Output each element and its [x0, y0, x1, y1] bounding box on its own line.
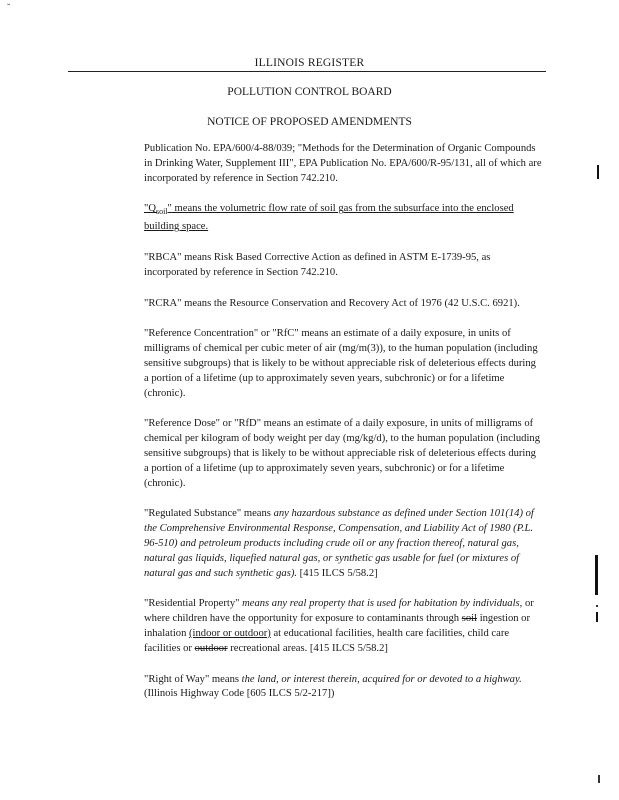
- residential-mid3: at educational facilities, health care facilities, child care facilities or: [144, 628, 510, 654]
- register-title: ILLINOIS REGISTER: [254, 57, 365, 69]
- page-corner-mark: ˘: [7, 3, 11, 14]
- paragraph-right-of-way: [144, 673, 542, 703]
- paragraph-reference-concentration: "Reference Concentration" or "RfC" means an estimate of a daily exposure, in units of milligrams of chemical per cubic meter of air (mg/m(3)), to the human population (including sensitive subgroups) that is likely to be without appreciable risk of deleterious effects during a portion of a lifetime (up to approximately seven years, subchronic) or for a lifetime (chronic).: [144, 328, 538, 399]
- q-soil-definition: [144, 203, 514, 232]
- margin-bar-residential: [596, 612, 598, 622]
- paragraph-rcra: "RCRA" means the Resource Conservation and Recovery Act of 1976 (42 U.S.C. 6921).: [144, 297, 520, 309]
- margin-dot-bottom: [598, 775, 600, 783]
- paragraph-publication: Publication No. EPA/600/4-88/039; "Methods for the Determination of Organic Compounds in Drinking Water, Supplement III", EPA Publication No. EPA/600/R-95/131, all of which are incorporated by reference in Section 742.210.: [144, 143, 542, 184]
- regulated-italic: any hazardous substance as defined under Section 101(14) of the Comprehensive Environmental Response, Compensation, and Liability Act of 1980 (P.L. 96-510) and petroleum products including crude oil or any fraction thereof, natural gas, natural gas liquids, liquefied natural gas, or synthetic gas usable for fuel (or mixtures of natural gas and such synthetic gas).: [144, 508, 534, 579]
- row-tail: (Illinois Highway Code [605 ILCS 5/2-217]): [144, 688, 335, 700]
- body-text: [144, 142, 542, 718]
- regulated-lead: "Regulated Substance" means: [144, 508, 274, 520]
- q-open: "Q: [144, 203, 156, 215]
- regulated-cite: [415 ILCS 5/58.2]: [297, 567, 378, 579]
- margin-mark-top: [597, 165, 599, 179]
- margin-bar-regulated: [595, 555, 598, 595]
- paragraph-reference-dose: "Reference Dose" or "RfD" means an estimate of a daily exposure, in units of milligrams of chemical per kilogram of body weight per day (mg/kg/d), to the human population (including sensitive subgroups) that is likely to be without appreciable risk of deleterious effects during a portion of a lifetime (up to approximately seven years, subchronic) or for a lifetime (chronic).: [144, 418, 540, 489]
- residential-mid1: , or where children have the opportunity for exposure to contaminants through: [144, 598, 534, 625]
- q-subscript: soil: [155, 207, 168, 217]
- residential-strike-soil: soil: [461, 613, 478, 625]
- row-italic: the land, or interest therein, acquired for or devoted to a highway.: [241, 673, 522, 685]
- residential-tail: recreational areas. [415 ILCS 5/58.2]: [227, 642, 388, 654]
- margin-dot-1: [596, 605, 598, 607]
- q-soil-text: means the volumetric flow rate of soil gas from the subsurface into the enclosed building space.: [144, 203, 514, 233]
- row-lead: "Right of Way" means: [144, 673, 242, 685]
- paragraph-regulated-substance: [144, 507, 542, 581]
- q-close: ": [167, 203, 172, 215]
- board-title: POLLUTION CONTROL BOARD: [227, 86, 392, 98]
- residential-strike-outdoor: outdoor: [194, 642, 228, 654]
- residential-italic: means any real property that is used for habitation by individuals: [242, 598, 520, 610]
- residential-underline: (indoor or outdoor): [189, 628, 271, 640]
- residential-lead: "Residential Property": [144, 598, 243, 610]
- notice-title: NOTICE OF PROPOSED AMENDMENTS: [207, 116, 412, 128]
- paragraph-q-soil: [144, 202, 542, 235]
- paragraph-rbca: "RBCA" means Risk Based Corrective Action as defined in ASTM E-1739-95, as incorporated by reference in Section 742.210.: [144, 252, 491, 278]
- residential-mid2: ingestion or inhalation: [144, 613, 531, 640]
- paragraph-residential-property: [144, 597, 542, 656]
- header-rule: [68, 71, 546, 72]
